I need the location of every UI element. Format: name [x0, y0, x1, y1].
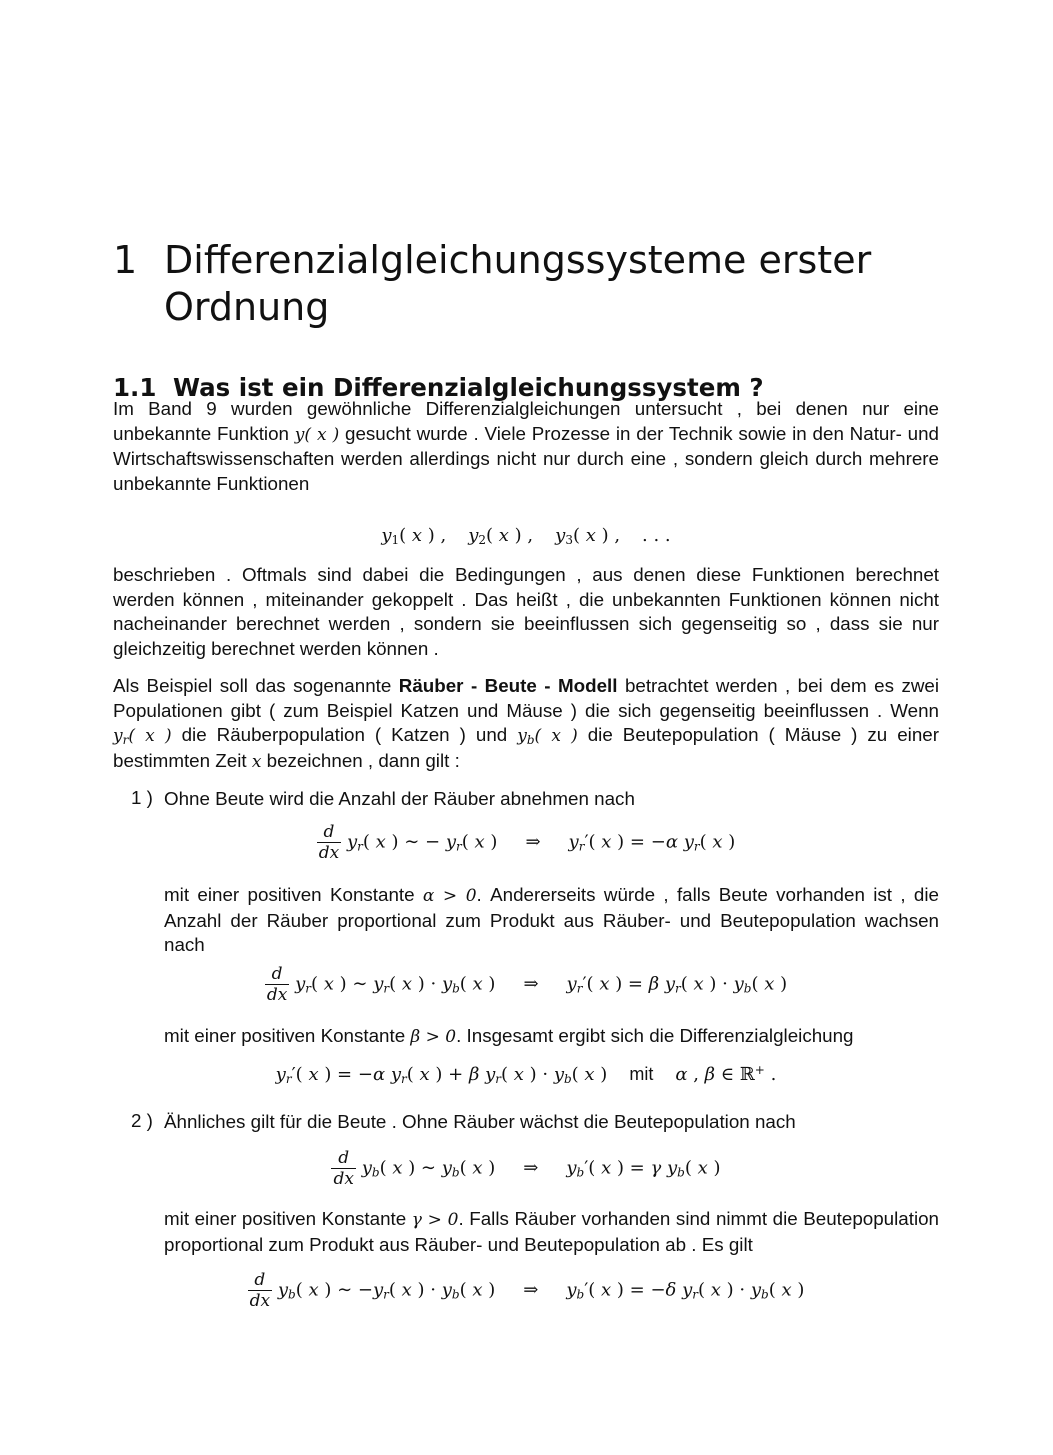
term-bold: Räuber - Beute - Modell: [398, 675, 618, 696]
text-run: die Beutepopulation ( Mäuse ) zu einer bestimmten Zeit: [113, 724, 940, 771]
math-inline: γ > 0: [411, 1210, 459, 1230]
math-inline: x: [251, 751, 262, 772]
chapter-title: Differenzialgleichungssysteme erster Ordnung: [164, 238, 872, 330]
math-inline: y( x ): [294, 424, 340, 445]
list-item-text: [164, 883, 939, 958]
text-run: . Falls Räuber vorhanden sind nimmt die Beutepopulation proportional zum Produkt aus Räuber- und Beutepopulation ab . Es gilt: [164, 1208, 940, 1255]
equation-predator-ode: $y_r'$( x ) = −α $y_r$( x ) + β $y_r$( x ) · $y_b$( x ) mit α , β ∈ ℝ+ .: [275, 1063, 777, 1086]
section-title: Was ist ein Differenzialgleichungssystem ?: [173, 373, 764, 403]
paragraph-coupling: beschrieben . Oftmals sind dabei die Bedingungen , aus denen diese Funktionen berechnet werden können , miteinander gekoppelt . Das heißt , die unbekannten Funktionen können nicht nacheinander berechnet werden , sondern sie beeinflussen sich gegenseitig so , dass sie nur gleichzeitig berechnet werden können .: [113, 564, 939, 659]
text-run: mit einer positiven Konstante: [164, 1025, 406, 1046]
text-run: . Andererseits würde , falls Beute vorhanden ist , die Anzahl der Räuber proportional zum Produkt aus Räuber- und Beutepopulation wachsen nach: [164, 884, 939, 955]
math-inline: $y_r$( x ): [113, 726, 172, 747]
section-number: 1.1: [113, 373, 157, 403]
text-run: Als Beispiel soll das sogenannte: [113, 675, 392, 696]
list-item-intro: Ähnliches gilt für die Beute . Ohne Räuber wächst die Beutepopulation nach: [164, 1111, 796, 1132]
list-number: 2 ): [131, 1110, 153, 1131]
math-inline: β > 0: [410, 1027, 457, 1047]
text-run: . Insgesamt ergibt sich die Differenzialgleichung: [456, 1025, 854, 1046]
equation-predator-growth: $\frac{d}{dx}$ $y_r$( x ) ∼ $y_r$( x ) · $y_b$( x ) ⇒ $y_r'$( x ) = β $y_r$( x ) · $y_b$( x ): [266, 964, 788, 1005]
equation-function-list: $y_1$( x ) , $y_2$( x ) , $y_3$( x ) , . . .: [381, 525, 671, 547]
text-run: die Räuberpopulation ( Katzen ) und: [181, 724, 508, 745]
text-run: mit einer positiven Konstante: [164, 1208, 407, 1229]
equation-predator-decay: $\frac{d}{dx}$ $y_r$( x ) ∼ − $y_r$( x ) ⇒ $y_r'$( x ) = −α $y_r$( x ): [318, 822, 736, 863]
text-run: betrachtet werden , bei dem es zwei Populationen gibt ( zum Beispiel Katzen und Mäuse ) die sich gegenseitig beeinflussen . Wenn: [113, 675, 940, 721]
list-item-intro: Ohne Beute wird die Anzahl der Räuber abnehmen nach: [164, 788, 635, 809]
text-run: gesucht wurde . Viele Prozesse in der Technik sowie in den Natur- und Wirtschaftswissenschaften werden allerdings nicht nur durch eine , sondern gleich durch mehrere unbekannte Funktionen: [113, 422, 939, 494]
list-item-text: [164, 1207, 939, 1257]
equation-prey-growth: $\frac{d}{dx}$ $y_b$( x ) ∼ $y_b$( x ) ⇒ $y_b'$( x ) = γ $y_b$( x ): [333, 1148, 721, 1189]
equation-prey-decay: $\frac{d}{dx}$ $y_b$( x ) ∼ $-y_r$( x ) · $y_b$( x ) ⇒ $y_b'$( x ) = −δ $y_r$( x ) · $y_b$( x ): [249, 1270, 805, 1311]
chapter-heading: [113, 237, 939, 331]
chapter-number: 1: [113, 238, 138, 283]
list-item-text: [164, 1024, 939, 1050]
text-run: mit: [629, 1064, 654, 1084]
list-number: 1 ): [131, 787, 153, 808]
document-page: [113, 0, 939, 1455]
text-run: mit einer positiven Konstante: [164, 884, 415, 905]
math-inline: α > 0: [422, 886, 477, 906]
text-run: Im Band 9 wurden gewöhnliche Differenzialgleichungen untersucht , bei denen nur eine unbekannte Funktion: [113, 398, 939, 444]
math-inline: $y_b$( x ): [517, 726, 578, 747]
paragraph-intro: [113, 397, 939, 496]
paragraph-model: [113, 674, 939, 774]
text-run: bezeichnen , dann gilt :: [266, 749, 460, 771]
